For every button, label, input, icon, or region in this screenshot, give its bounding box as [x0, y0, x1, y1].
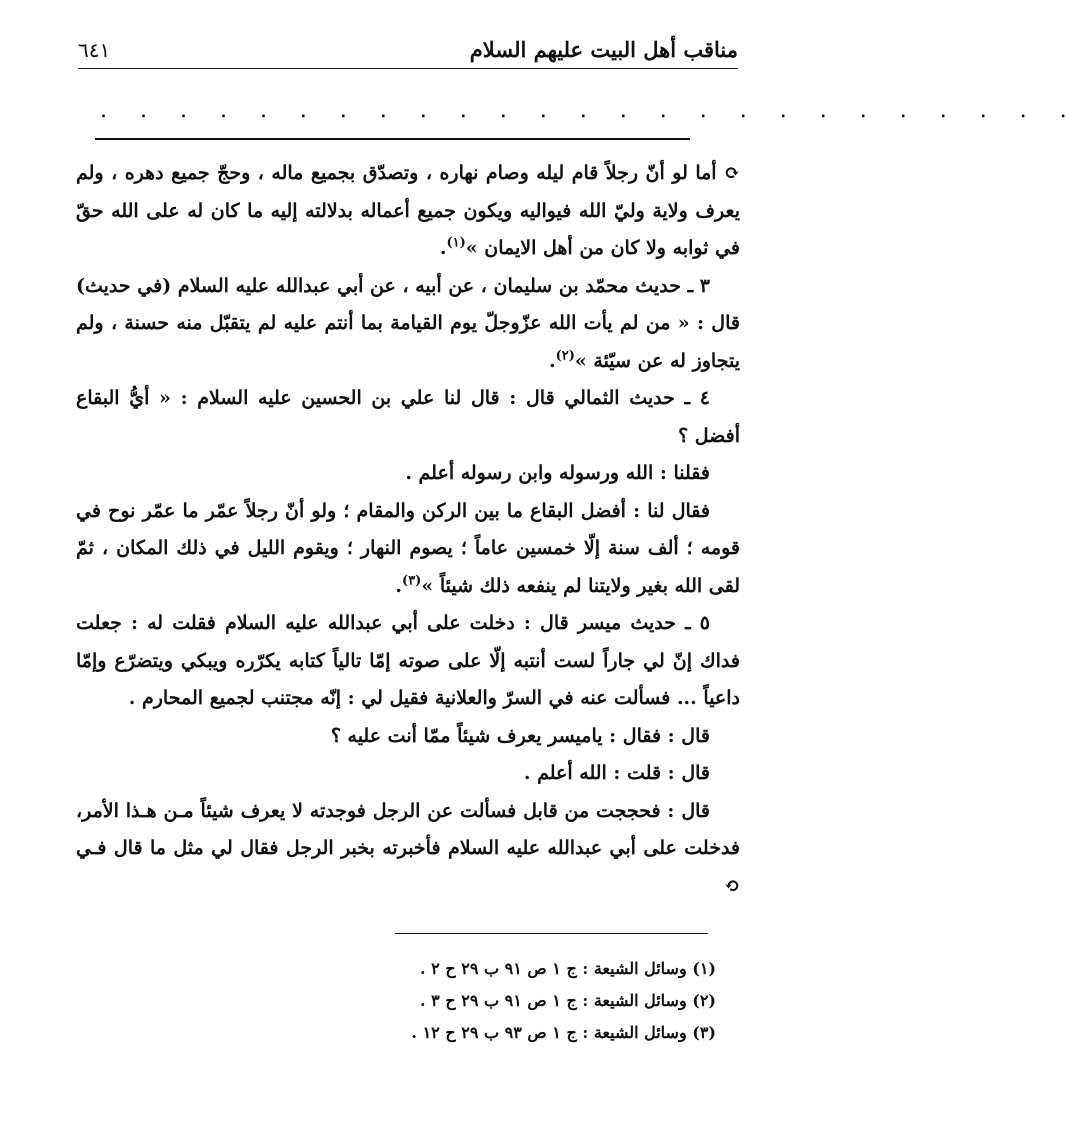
- separator-rule: [95, 138, 690, 140]
- paragraph-8: قال : قلت : الله أعلم .: [523, 762, 710, 784]
- paragraph-5: فقال لنا : أفضل البقاع ما بين الركن والمقام ؛ ولو أنّ رجلاً عمّر ما عمّر نوح في قومه ؛ ألف سنة إلّا خمسين عاماً ؛ يصوم النهار ؛ ويقوم الليل في ذلك المكان ، ثمّ لقى الله بغير ولايتنا لم ينفعه ذلك شيئاً »$^{(٣)}$.: [76, 499, 740, 597]
- paragraph-5-text: فقال لنا : أفضل البقاع ما بين الركن والمقام ؛ ولو أنّ رجلاً عمّر ما عمّر نوح في قومه ؛ ألف سنة إلّا خمسين عاماً ؛ يصوم النهار ؛ ويقوم الليل في ذلك المكان ، ثمّ لقى الله بغير ولايتنا لم ينفعه ذلك شيئاً »: [76, 499, 740, 597]
- page-number: ٦٤١: [78, 38, 111, 62]
- footnotes: [200, 953, 716, 1049]
- footnote-2: (٢) وسائل الشيعة : ج ١ ص ٩١ ب ٢٩ ح ٣ .: [420, 991, 716, 1010]
- paragraph-9-text: قال : فحججت من قابل فسألت عن الرجل فوجدته لا يعرف شيئاً مـن هـذا الأمر، فدخلت على أبي عبدالله عليه السلام فأخبرته بخبر الرجل فقال لي مثل ما قال فـي: [76, 799, 740, 859]
- paragraph-1-text: أما لو أنّ رجلاً قام ليله وصام نهاره ، وتصدّق بجميع ماله ، وحجّ جميع دهره ، ولم يعرف ولاية وليّ الله فيواليه ويكون جميع أعماله بدلالته إليه ما كان له على الله حقّ في ثوابه ولا كان من أهل الايمان »: [76, 162, 740, 259]
- footnote-3: (٣) وسائل الشيعة : ج ١ ص ٩٣ ب ٢٩ ح ١٢ .: [411, 1023, 716, 1042]
- footnote-ref-3[interactable]: (٣): [402, 573, 422, 589]
- footnote-ref-2[interactable]: (٢): [555, 348, 575, 364]
- running-header: [78, 28, 738, 69]
- paragraph-7: قال : فقال : ياميسر يعرف شيئاً ممّا أنت عليه ؟: [330, 724, 710, 747]
- paragraph-4: فقلنا : الله ورسوله وابن رسوله أعلم .: [405, 462, 710, 484]
- paragraph-9: [76, 793, 740, 906]
- paragraph-3: ٤ ـ حديث الثمالي قال : قال لنا علي بن الحسين عليه السلام : « أيُّ البقاع أفضل ؟: [76, 387, 740, 447]
- ornament-open-icon: ⟳: [724, 162, 740, 184]
- paragraph-1: ⟳ أما لو أنّ رجلاً قام ليله وصام نهاره ، وتصدّق بجميع ماله ، وحجّ جميع دهره ، ولم يعرف ولاية وليّ الله فيواليه ويكون جميع أعماله بدلالته إليه ما كان له على الله حقّ في ثوابه ولا كان من أهل الايمان »$^{(١)}$.: [76, 162, 740, 259]
- footnote-rule: [395, 933, 708, 934]
- paragraph-2: ٣ ـ حديث محمّد بن سليمان ، عن أبيه ، عن أبي عبدالله عليه السلام (في حديث) قال : « من لم يأت الله عزّوجلّ يوم القيامة بما أنتم عليه لم يتقبّل منه حسنة ، ولم يتجاوز له عن سيّئة »$^{(٢)}$.: [76, 274, 740, 372]
- footnote-1: (١) وسائل الشيعة : ج ١ ص ٩١ ب ٢٩ ح ٢ .: [420, 959, 716, 978]
- ornament-dots: . . . . . . . . . . . . . . . . . . . . . . . . .: [100, 98, 1080, 123]
- ornament-close-icon: ⟲: [724, 874, 740, 897]
- main-text: [76, 155, 740, 905]
- paragraph-2-text: ٣ ـ حديث محمّد بن سليمان ، عن أبيه ، عن أبي عبدالله عليه السلام (في حديث) قال : « من لم يأت الله عزّوجلّ يوم القيامة بما أنتم عليه لم يتقبّل منه حسنة ، ولم يتجاوز له عن سيّئة »: [76, 274, 740, 372]
- paragraph-6: ٥ ـ حديث ميسر قال : دخلت على أبي عبدالله عليه السلام فقلت له : جعلت فداك إنّ لي جاراً لست أنتبه إلّا على صوته إمّا تالياً كتابه يكرّره ويبكي ويتضرّع وإمّا داعياً ... فسألت عنه في السرّ والعلانية فقيل لي : إنّه مجتنب لجميع المحارم .: [76, 612, 740, 709]
- running-title: مناقب أهل البيت عليهم السلام: [469, 37, 738, 62]
- footnote-ref-1[interactable]: (١): [446, 235, 466, 251]
